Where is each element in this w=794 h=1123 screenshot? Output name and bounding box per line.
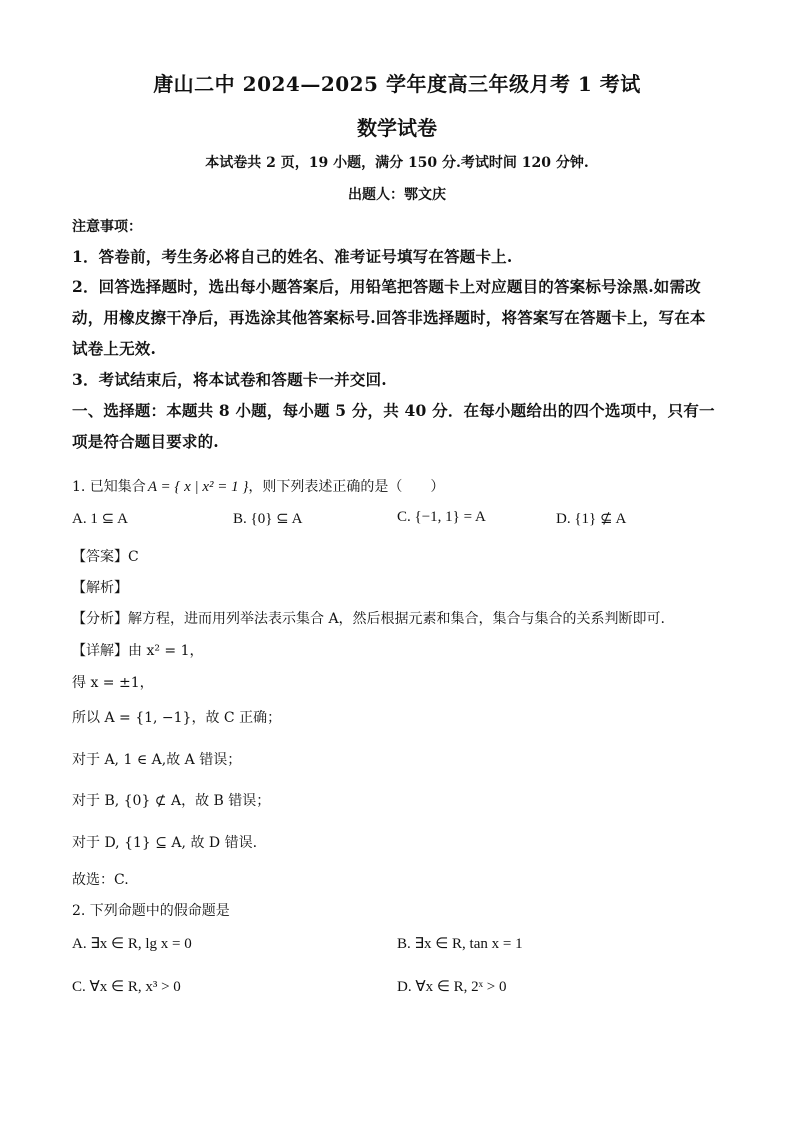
notes-item-2-line-2: 动，用橡皮擦干净后，再选涂其他答案标号.回答非选择题时，将答案写在答题卡上，写在本 bbox=[72, 308, 706, 327]
solution-step-5: 对于 D, {1} ⊆ A, 故 D 错误. bbox=[72, 835, 258, 851]
question-2-option-c: C. ∀x ∈ R, x³ > 0 bbox=[72, 979, 181, 995]
question-2-option-d: D. ∀x ∈ R, 2ˣ > 0 bbox=[397, 979, 507, 995]
question-2-option-a: A. ∃x ∈ R, lg x = 0 bbox=[72, 936, 192, 952]
solution-step-4: 对于 B, {0} ⊄ A，故 B 错误； bbox=[72, 793, 271, 809]
section-heading-line-2: 项是符合题目要求的. bbox=[72, 432, 219, 451]
solution-step-3: 对于 A, 1 ∈ A,故 A 错误； bbox=[72, 752, 242, 768]
question-1-prefix: 1. 已知集合 bbox=[72, 479, 146, 495]
question-1-option-a: A. 1 ⊆ A bbox=[72, 511, 128, 527]
question-1-option-b: B. {0} ⊆ A bbox=[233, 511, 303, 527]
page-title: 唐山二中 2024—2025 学年度高三年级月考 1 考试 bbox=[153, 72, 641, 96]
exam-author: 出题人：鄂文庆 bbox=[348, 187, 446, 203]
question-1-option-c: C. {−1, 1} = A bbox=[397, 509, 486, 525]
section-heading-line-1: 一、选择题：本题共 8 小题，每小题 5 分，共 40 分．在每小题给出的四个选项中，只有一 bbox=[72, 401, 715, 420]
analysis-label: 【解析】 bbox=[72, 580, 128, 596]
analysis-summary: 【分析】解方程，进而用列举法表示集合 A，然后根据元素和集合，集合与集合的关系判断即可. bbox=[72, 611, 666, 627]
question-1-suffix: ，则下列表述正确的是（ ） bbox=[248, 479, 445, 495]
question-2-stem: 2. 下列命题中的假命题是 bbox=[72, 903, 230, 919]
notes-heading: 注意事项： bbox=[72, 219, 142, 235]
notes-item-2-line-1: 2．回答选择题时，选出每小题答案后，用铅笔把答题卡上对应题目的答案标号涂黑.如需改 bbox=[72, 277, 701, 296]
answer-label: 【答案】C bbox=[72, 549, 139, 565]
notes-item-1: 1．答卷前，考生务必将自己的姓名、准考证号填写在答题卡上. bbox=[72, 247, 513, 266]
solution-conclusion: 故选：C. bbox=[72, 872, 129, 888]
solution-detail: 【详解】由 x² = 1， bbox=[72, 643, 204, 659]
question-1-stem bbox=[72, 476, 444, 496]
exam-info: 本试卷共 2 页，19 小题，满分 150 分.考试时间 120 分钟. bbox=[205, 155, 589, 171]
question-1-option-d: D. {1} ⊈ A bbox=[556, 511, 627, 527]
notes-item-2-line-3: 试卷上无效. bbox=[72, 339, 157, 358]
question-2-option-b: B. ∃x ∈ R, tan x = 1 bbox=[397, 936, 523, 952]
question-1-set: A = { x | x² = 1 } bbox=[147, 479, 249, 495]
solution-step-2: 所以 A = {1, −1}，故 C 正确； bbox=[72, 710, 282, 726]
page-subtitle: 数学试卷 bbox=[357, 116, 437, 140]
solution-step-1: 得 x = ±1， bbox=[72, 675, 154, 691]
notes-item-3: 3．考试结束后，将本试卷和答题卡一并交回. bbox=[72, 370, 387, 389]
